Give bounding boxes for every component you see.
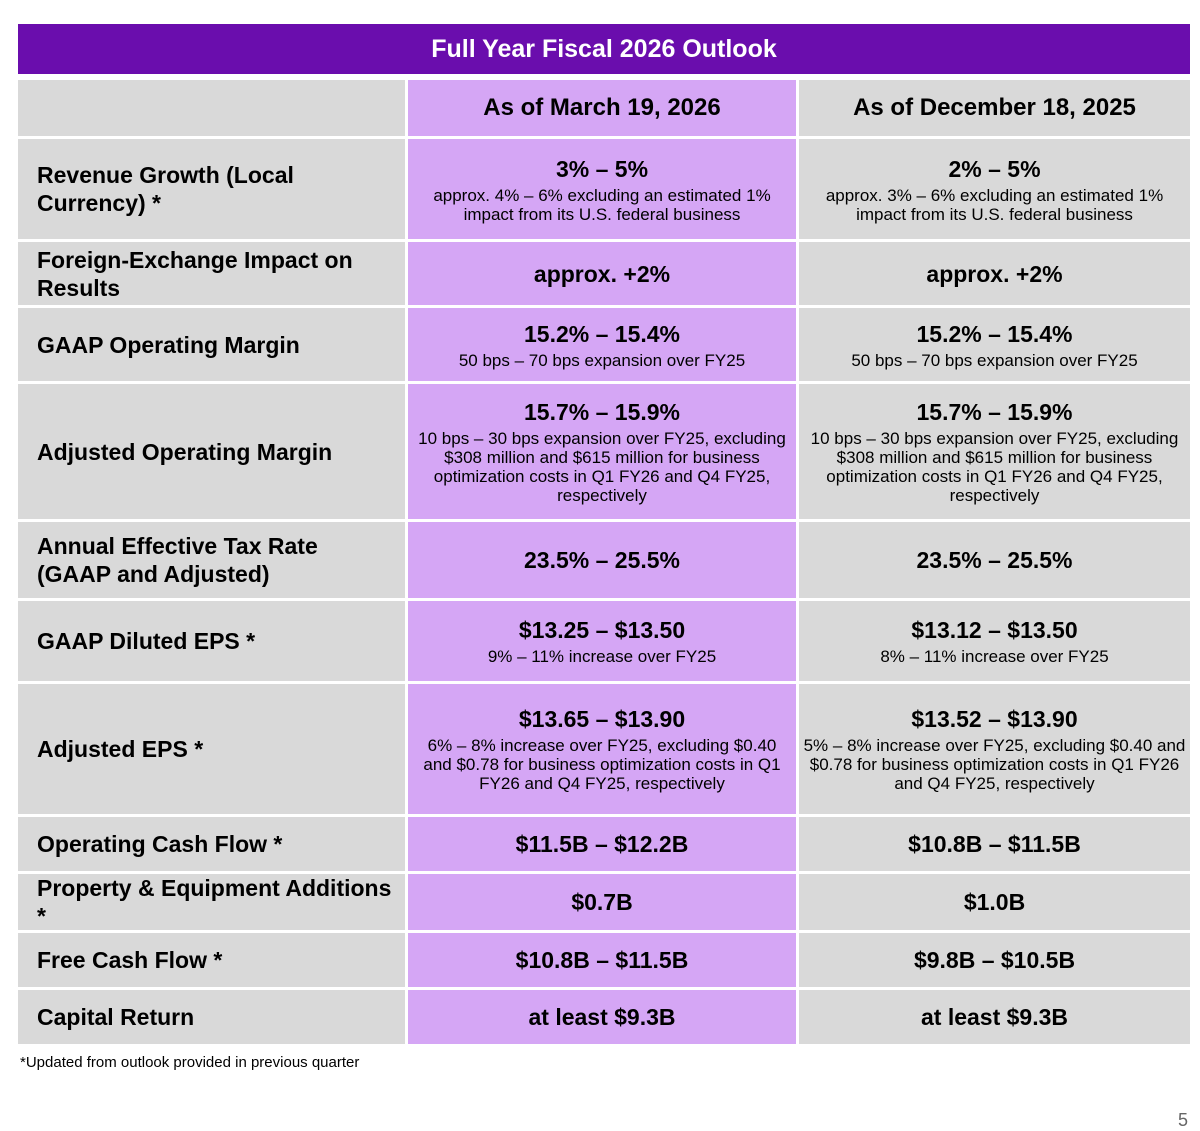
table-row [18, 817, 1190, 874]
value-cell-march [408, 990, 799, 1047]
table-row [18, 990, 1190, 1047]
value-cell-december [799, 874, 1190, 933]
value-cell-march [408, 308, 799, 384]
sub-note-march: approx. 4% – 6% excluding an estimated 1% impact from its U.S. federal business [433, 185, 771, 224]
main-value-december: approx. +2% [926, 260, 1063, 287]
header-row [18, 80, 1190, 139]
row-label: Capital Return [18, 990, 408, 1047]
page-number: 5 [1177, 1110, 1188, 1130]
table-row [18, 601, 1190, 684]
main-value-december: $13.12 – $13.50 [911, 617, 1078, 643]
column-header-december-text: As of December 18, 2025 [853, 94, 1136, 121]
table-row [18, 522, 1190, 601]
sub-note-march: 9% – 11% increase over FY25 [487, 647, 717, 666]
main-value-december: 15.2% – 15.4% [916, 320, 1073, 347]
main-value-march: 15.2% – 15.4% [523, 320, 680, 347]
value-cell-march [408, 242, 799, 308]
main-value-march: 15.7% – 15.9% [523, 399, 680, 425]
row-label: Adjusted EPS * [18, 684, 408, 817]
sub-note-december: 10 bps – 30 bps expansion over FY25, excluding $308 million and $615 million for business optimization costs in Q1 FY26 and Q4 FY25, respectively [810, 429, 1179, 505]
main-value-march: at least $9.3B [528, 1004, 676, 1030]
value-cell-december [799, 601, 1190, 684]
outlook-table [18, 80, 1190, 1047]
sub-note-march: 50 bps – 70 bps expansion over FY25 [458, 350, 746, 370]
column-header-march-text: As of March 19, 2026 [483, 94, 721, 121]
main-value-march: 23.5% – 25.5% [523, 547, 680, 573]
value-cell-december [799, 684, 1190, 817]
main-value-march: $13.25 – $13.50 [518, 617, 686, 643]
main-value-december: 23.5% – 25.5% [916, 547, 1073, 573]
value-cell-march [408, 684, 799, 817]
value-cell-december [799, 817, 1190, 874]
row-label: Operating Cash Flow * [18, 817, 408, 874]
main-value-december: 15.7% – 15.9% [916, 399, 1073, 425]
row-label: Free Cash Flow * [18, 933, 408, 990]
main-value-december: $1.0B [963, 889, 1026, 915]
table-row [18, 308, 1190, 384]
row-label: Revenue Growth (Local Currency) * [18, 139, 408, 242]
sub-note-march: 6% – 8% increase over FY25, excluding $0.40 and $0.78 for business optimization costs in Q1 FY26 and Q4 FY25, respectively [423, 736, 781, 793]
table-row [18, 874, 1190, 933]
footnote: *Updated from outlook provided in previous quarter [20, 1054, 360, 1071]
main-value-march: $10.8B – $11.5B [515, 947, 689, 973]
value-cell-december [799, 522, 1190, 601]
main-value-march: approx. +2% [533, 260, 671, 287]
value-cell-march [408, 522, 799, 601]
main-value-march: $11.5B – $12.2B [515, 831, 689, 857]
main-value-december: $9.8B – $10.5B [913, 947, 1076, 973]
table-row [18, 242, 1190, 308]
main-value-march: $13.65 – $13.90 [518, 706, 686, 732]
main-value-december: at least $9.3B [920, 1004, 1069, 1030]
row-label: Annual Effective Tax Rate (GAAP and Adjusted) [18, 522, 408, 601]
value-cell-december [799, 308, 1190, 384]
value-cell-march [408, 384, 799, 522]
main-value-march: $0.7B [571, 889, 633, 915]
column-header-december [799, 80, 1190, 139]
value-cell-march [408, 874, 799, 933]
value-cell-march [408, 601, 799, 684]
main-value-december: $10.8B – $11.5B [908, 831, 1081, 857]
sub-note-december: approx. 3% – 6% excluding an estimated 1% impact from its U.S. federal business [825, 185, 1164, 224]
sub-note-march: 10 bps – 30 bps expansion over FY25, excluding $308 million and $615 million for business optimization costs in Q1 FY26 and Q4 FY25, respectively [418, 429, 786, 505]
table-row [18, 139, 1190, 242]
sub-note-december: 5% – 8% increase over FY25, excluding $0.40 and $0.78 for business optimization costs in Q1 FY26 and Q4 FY25, respectively [803, 736, 1186, 793]
value-cell-december [799, 933, 1190, 990]
row-label: Adjusted Operating Margin [18, 384, 408, 522]
value-cell-march [408, 933, 799, 990]
row-label: GAAP Operating Margin [18, 308, 408, 384]
page-title [18, 24, 1190, 74]
main-value-december: 2% – 5% [948, 155, 1041, 182]
row-label: Property & Equipment Additions * [18, 874, 408, 933]
table-row [18, 384, 1190, 522]
header-corner-cell [18, 80, 408, 139]
column-header-march [408, 80, 799, 139]
row-label: GAAP Diluted EPS * [18, 601, 408, 684]
value-cell-december [799, 990, 1190, 1047]
row-label: Foreign-Exchange Impact on Results [18, 242, 408, 308]
value-cell-december [799, 242, 1190, 308]
main-value-march: 3% – 5% [555, 155, 649, 182]
main-value-december: $13.52 – $13.90 [911, 706, 1078, 732]
sub-note-december: 50 bps – 70 bps expansion over FY25 [851, 350, 1138, 370]
sub-note-december: 8% – 11% increase over FY25 [880, 647, 1109, 666]
table-row [18, 684, 1190, 817]
page-title-text: Full Year Fiscal 2026 Outlook [431, 34, 777, 63]
value-cell-december [799, 139, 1190, 242]
value-cell-march [408, 139, 799, 242]
value-cell-december [799, 384, 1190, 522]
table-row [18, 933, 1190, 990]
value-cell-march [408, 817, 799, 874]
